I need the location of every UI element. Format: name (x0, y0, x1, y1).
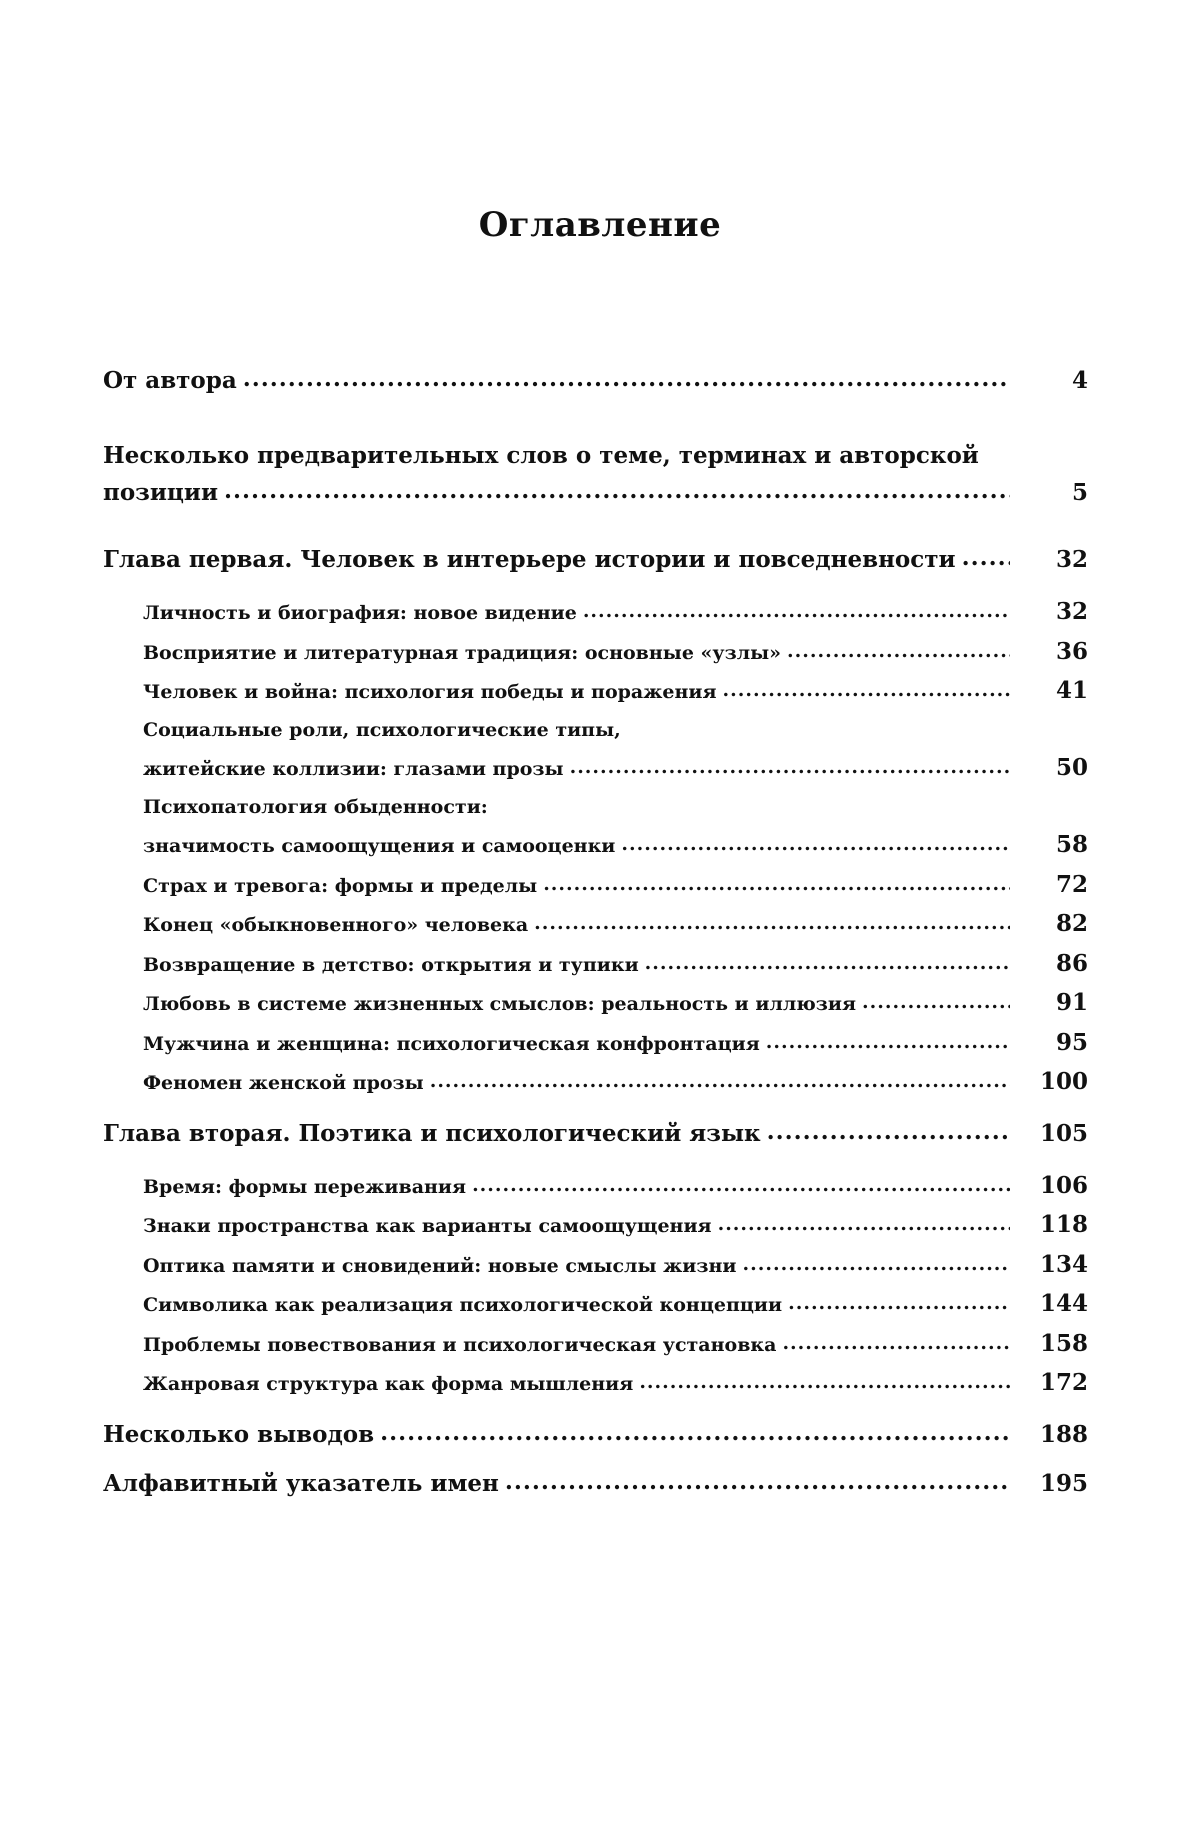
dot-leader (380, 1414, 1010, 1451)
toc-section-label-line: Социальные роли, психологические типы, (143, 718, 621, 741)
toc-chapter-2[interactable] (103, 1115, 1088, 1152)
toc-entry-name-index[interactable] (103, 1465, 1088, 1502)
toc-chapter-label: Глава вторая. Поэтика и психологический язык (103, 1119, 761, 1147)
toc-section[interactable] (103, 712, 1088, 789)
toc-section-label: Знаки пространства как варианты самоощущения (143, 1215, 712, 1237)
dot-leader (570, 749, 1010, 787)
dot-leader (782, 1325, 1010, 1363)
dot-leader (862, 984, 1010, 1022)
toc-section-label: Феномен женской прозы (143, 1072, 424, 1094)
dot-leader (743, 1246, 1010, 1284)
toc-page-number: 41 (1055, 677, 1088, 704)
dot-leader (243, 360, 1010, 397)
dot-leader (723, 672, 1010, 710)
toc-page-number: 91 (1055, 989, 1088, 1016)
toc-section-label: Жанровая структура как форма мышления (143, 1373, 634, 1395)
toc-section-label: Человек и война: психология победы и поражения (143, 681, 717, 703)
toc-chapter-1[interactable] (103, 541, 1088, 578)
dot-leader (505, 1463, 1010, 1500)
toc-entry-label: Алфавитный указатель имен (103, 1469, 499, 1497)
toc-entry-label-line: Несколько предварительных слов о теме, терминах и авторской (103, 442, 979, 469)
toc-page-number: 118 (1039, 1211, 1088, 1238)
dot-leader (621, 826, 1010, 864)
dot-leader (718, 1206, 1010, 1244)
toc-section[interactable] (103, 945, 1088, 985)
dot-leader (224, 472, 1010, 509)
toc-section[interactable] (103, 1024, 1088, 1064)
toc-section-label-line: Психопатология обыденности: (143, 795, 488, 818)
table-of-contents (103, 362, 1088, 1502)
page-title: Оглавление (478, 205, 722, 245)
toc-section[interactable] (103, 1246, 1088, 1286)
toc-page-number: 172 (1039, 1369, 1088, 1396)
dot-leader (962, 539, 1010, 576)
toc-section-label: Оптика памяти и сновидений: новые смыслы жизни (143, 1254, 737, 1277)
toc-page-number: 95 (1055, 1028, 1088, 1056)
dot-leader (543, 866, 1010, 904)
dot-leader (430, 1063, 1010, 1101)
dot-leader (788, 1285, 1010, 1323)
toc-section[interactable] (103, 672, 1088, 712)
toc-page-number: 158 (1039, 1329, 1088, 1357)
toc-page-number: 32 (1055, 546, 1088, 573)
toc-entry-label: От автора (103, 367, 237, 394)
toc-chapter-label: Глава первая. Человек в интерьере истории и повседневности (103, 546, 956, 573)
dot-leader (767, 1113, 1010, 1150)
toc-section[interactable] (103, 593, 1088, 633)
toc-section[interactable] (103, 1063, 1088, 1103)
toc-page-number: 106 (1039, 1171, 1088, 1199)
dot-leader (639, 1364, 1010, 1402)
toc-chapter-2-sections (103, 1167, 1088, 1404)
toc-page-number: 32 (1055, 598, 1088, 625)
toc-section[interactable] (103, 866, 1088, 906)
toc-section-label: житейские коллизии: глазами прозы (143, 758, 564, 780)
toc-section[interactable] (103, 1285, 1088, 1325)
toc-section-label: Конец «обыкновенного» человека (143, 914, 529, 936)
toc-section[interactable] (103, 905, 1088, 945)
toc-section-label: Символика как реализация психологической концепции (143, 1294, 783, 1316)
toc-section-label: Мужчина и женщина: психологическая конфронтация (143, 1032, 760, 1055)
toc-page-number: 188 (1039, 1420, 1088, 1448)
toc-entry-from-author[interactable] (103, 362, 1088, 399)
toc-entry-conclusions[interactable] (103, 1416, 1088, 1453)
toc-section-label: Время: формы переживания (143, 1175, 467, 1198)
toc-page-number: 5 (1071, 479, 1088, 506)
toc-page-number: 86 (1055, 949, 1088, 977)
toc-section[interactable] (103, 1167, 1088, 1207)
toc-page-number: 4 (1071, 367, 1088, 394)
toc-entry-preface[interactable] (103, 437, 1088, 511)
toc-page-number: 134 (1039, 1250, 1088, 1278)
toc-section-label: Страх и тревога: формы и пределы (143, 874, 538, 897)
toc-page-number: 36 (1055, 637, 1088, 665)
toc-page-number: 195 (1039, 1469, 1088, 1497)
toc-page-number: 82 (1055, 910, 1088, 937)
dot-leader (645, 945, 1010, 983)
dot-leader (766, 1024, 1010, 1062)
toc-entry-label: Несколько выводов (103, 1420, 375, 1448)
toc-page-number: 50 (1055, 754, 1088, 781)
toc-page-number: 72 (1055, 870, 1088, 898)
dot-leader (787, 633, 1010, 671)
toc-page-number: 105 (1039, 1119, 1088, 1147)
toc-page-number: 58 (1055, 831, 1088, 858)
toc-section-label: Проблемы повествования и психологическая установка (143, 1333, 777, 1356)
toc-entry-label: позиции (103, 479, 219, 506)
toc-chapter-1-sections (103, 593, 1088, 1103)
toc-section[interactable] (103, 789, 1088, 866)
toc-section-label: Личность и биография: новое видение (143, 602, 577, 624)
dot-leader (534, 905, 1010, 943)
toc-section[interactable] (103, 1325, 1088, 1365)
dot-leader (472, 1167, 1010, 1205)
toc-section-label: Возвращение в детство: открытия и тупики (143, 953, 639, 976)
toc-section-label: значимость самоощущения и самооценки (143, 835, 616, 857)
toc-page-number: 144 (1039, 1290, 1088, 1317)
dot-leader (583, 593, 1010, 631)
toc-section[interactable] (103, 1364, 1088, 1404)
toc-section-label: Любовь в системе жизненных смыслов: реальность и иллюзия (143, 993, 856, 1015)
toc-page-number: 100 (1039, 1068, 1088, 1095)
toc-section[interactable] (103, 984, 1088, 1024)
toc-section-label: Восприятие и литературная традиция: основные «узлы» (143, 641, 782, 664)
toc-section[interactable] (103, 633, 1088, 673)
toc-section[interactable] (103, 1206, 1088, 1246)
